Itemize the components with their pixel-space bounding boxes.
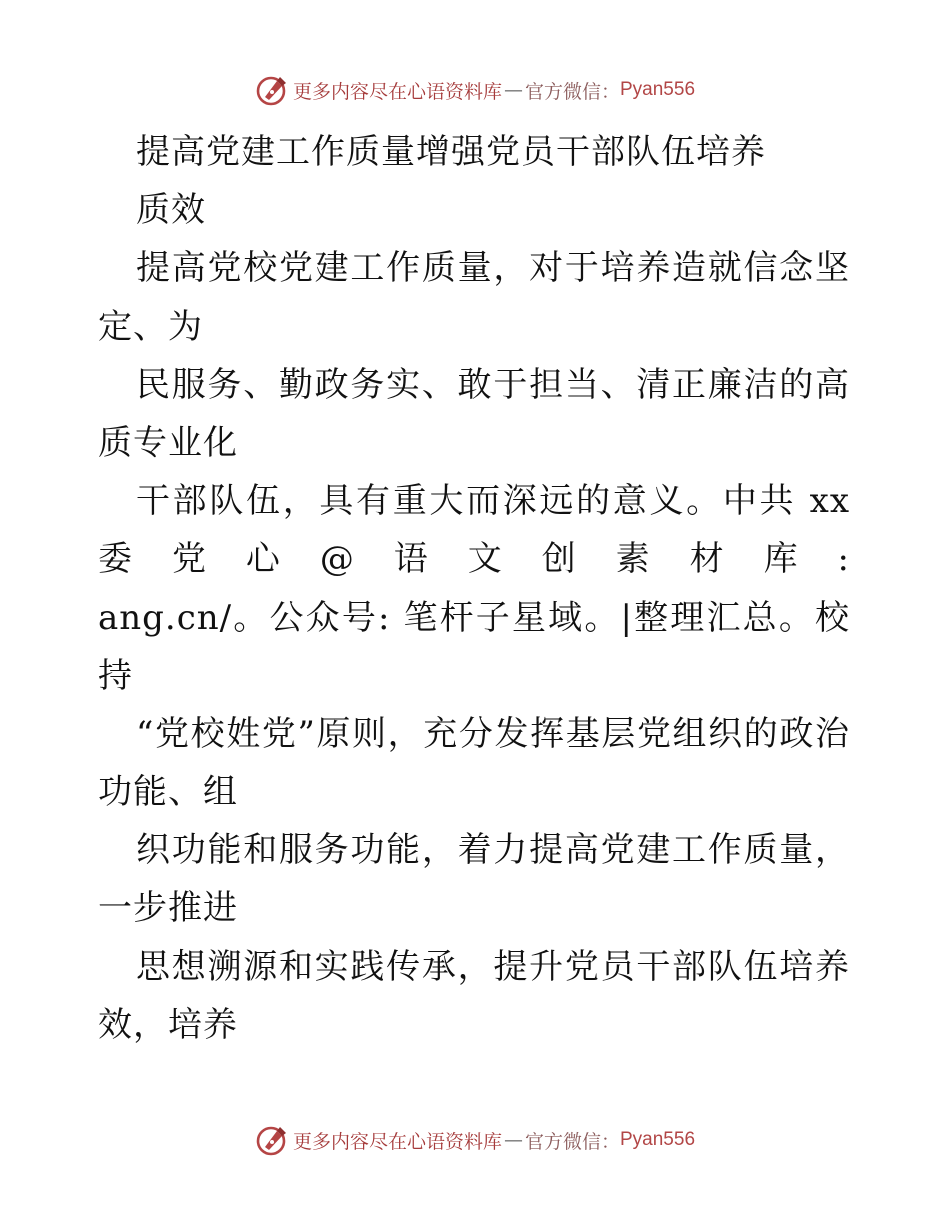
pen-nib-icon bbox=[255, 73, 289, 107]
pen-nib-icon bbox=[255, 1123, 289, 1157]
doc-title-line-2: 质效 bbox=[136, 190, 206, 231]
paragraph-line: 持 bbox=[98, 655, 133, 696]
doc-title-line-1: 提高党建工作质量增强党员干部队伍培养 bbox=[136, 132, 766, 172]
banner-wechat-id: Pyan556 bbox=[620, 1129, 696, 1150]
paragraph-line: “党校姓党”原则，充分发挥基层党组织的政治 bbox=[136, 713, 850, 754]
paragraph-line: 提高党校党建工作质量，对于培养造就信念坚 bbox=[136, 248, 850, 289]
banner-dash: — bbox=[503, 1129, 523, 1151]
paragraph-line: 一步推进 bbox=[98, 888, 238, 929]
paragraph-line: 民服务、勤政务实、敢于担当、清正廉洁的高 bbox=[136, 364, 850, 405]
paragraph-line: 功能、组 bbox=[98, 772, 238, 813]
banner-wechat-label: 官方微信： bbox=[524, 1130, 620, 1153]
document-body bbox=[98, 123, 850, 1054]
header-watermark-banner bbox=[0, 70, 950, 110]
banner-wechat-label: 官方微信： bbox=[524, 80, 620, 103]
banner-wechat-id: Pyan556 bbox=[620, 79, 696, 100]
paragraph-line: 干部队伍，具有重大而深远的意义。中共 xx bbox=[136, 481, 850, 522]
banner-dash: — bbox=[503, 79, 523, 101]
paragraph-line: 效，培养 bbox=[98, 1004, 238, 1045]
paragraph-line: 委党心@语文创素材库: bbox=[98, 539, 850, 580]
paragraph-line: 织功能和服务功能，着力提高党建工作质量， bbox=[136, 830, 850, 871]
paragraph-line: 思想溯源和实践传承，提升党员干部队伍培养 bbox=[136, 946, 850, 987]
banner-site-text: 更多内容尽在心语资料库 bbox=[292, 1130, 502, 1153]
paragraph-line: 质专业化 bbox=[98, 422, 238, 463]
banner-site-text: 更多内容尽在心语资料库 bbox=[292, 80, 502, 103]
footer-watermark-banner bbox=[0, 1120, 950, 1160]
paragraph-line: 定、为 bbox=[98, 306, 203, 347]
paragraph-line: ang.cn/。公众号: 笔杆子星域。|整理汇总。校 bbox=[98, 597, 850, 638]
